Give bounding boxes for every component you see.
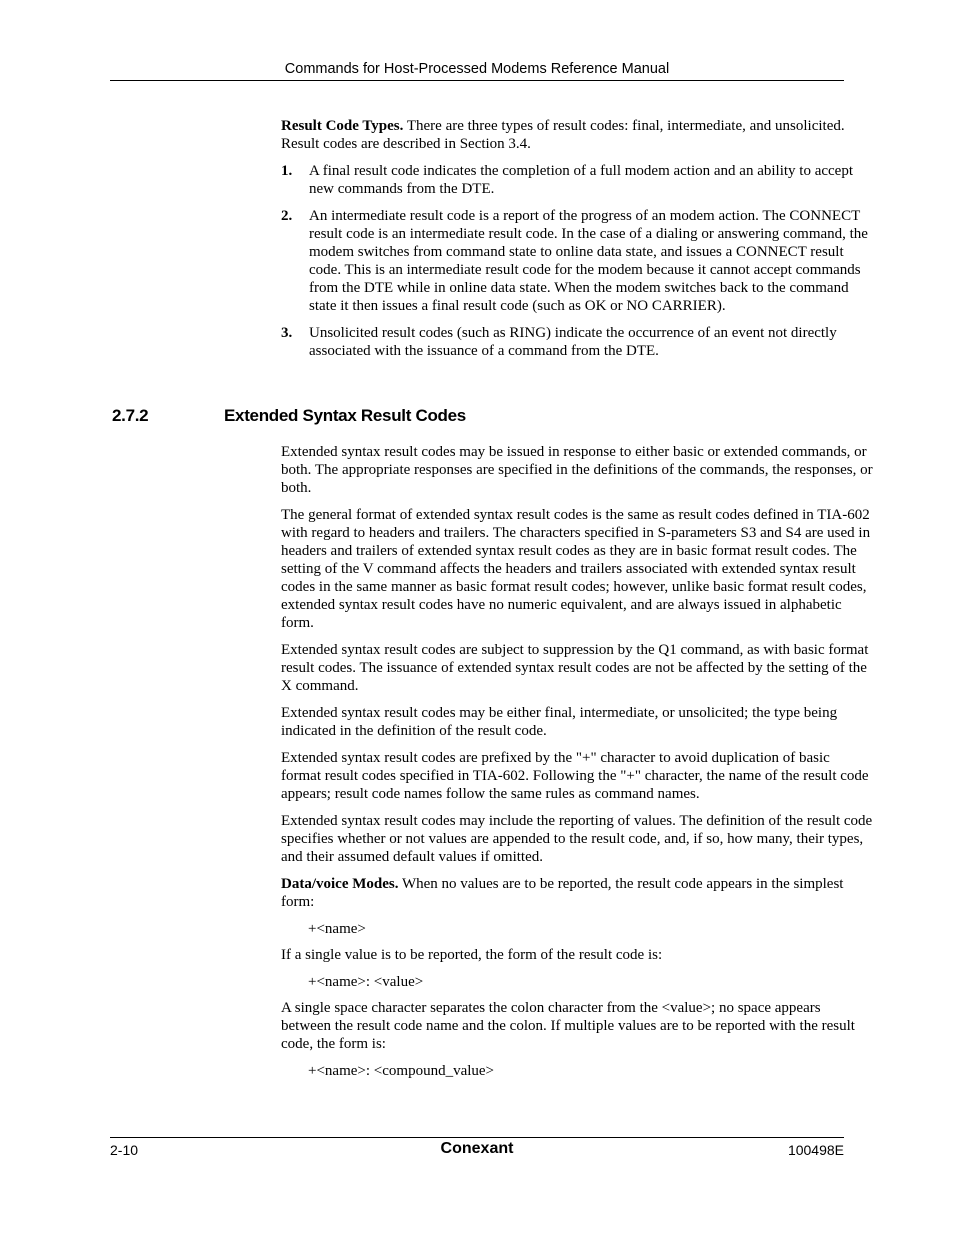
code-example-name: +<name>: [308, 921, 366, 937]
single-value-paragraph: If a single value is to be reported, the form of the result code is:: [281, 947, 663, 963]
result-code-types-list: [281, 162, 873, 360]
result-code-types-text: There are three types of result codes: final, intermediate, and unsolicited. Result codes are described in Section 3.4.: [281, 118, 845, 152]
code-example-value: +<name>: <value>: [308, 974, 424, 990]
data-voice-text: When no values are to be reported, the result code appears in the simplest form:: [281, 876, 844, 910]
result-code-types-paragraph: [281, 117, 873, 153]
list-item: [281, 324, 873, 360]
list-item-text: A final result code indicates the completion of a full modem action and an ability to accept new commands from the DTE.: [309, 163, 853, 197]
multi-value-paragraph: A single space character separates the colon character from the <value>; no space appears between the result code name and the colon. If multiple values are to be reported with the result code, the form is:: [281, 1000, 855, 1052]
body-paragraph: The general format of extended syntax result codes is the same as result codes defined in TIA-602 with regard to headers and trailers. The characters specified in S-parameters S3 and S4 are used in headers and trailers of extended syntax result codes as they are in basic format result codes. The setting of the V command affects the headers and trailers associated with extended syntax result codes in the same manner as basic format result codes; however, unlike basic format result codes, extended syntax result codes have no numeric equivalent, and are always issued in alphabetic form.: [281, 507, 871, 631]
list-item-text: An intermediate result code is a report of the progress of an modem action. The CONNECT result code is an intermediate result code. In the case of a dialing or answering command, the modem switches from command state to online data state, and issues a CONNECT result code. This is an intermediate result code for the modem because it cannot accept commands from the DTE while in online data state. When the modem switches back to the command state it then issues a final result code (such as OK or NO CARRIER).: [309, 208, 868, 314]
list-item-text: Unsolicited result codes (such as RING) indicate the occurrence of an event not directly associated with the issuance of a command from the DTE.: [309, 325, 837, 359]
body-paragraph: Extended syntax result codes are prefixed by the "+" character to avoid duplication of basic format result codes specified in TIA-602. Following the "+" character, the name of the result code appears; result code names follow the same rules as command names.: [281, 750, 869, 802]
footer-rule: [110, 1137, 844, 1138]
list-item: [281, 207, 873, 315]
result-code-types-block: [281, 117, 873, 369]
section-body: [281, 443, 873, 1088]
body-paragraph: Extended syntax result codes may include the reporting of values. The definition of the result code specifies whether or not values are appended to the result code, and, if so, how many, their types, and their assumed default values if omitted.: [281, 813, 873, 865]
document-number: 100498E: [787, 1142, 844, 1158]
result-code-types-lead: Result Code Types.: [281, 118, 404, 134]
data-voice-paragraph: [281, 875, 873, 911]
section-number: 2.7.2: [112, 406, 149, 425]
page-number: 2-10: [110, 1142, 139, 1158]
running-header-title: Commands for Host-Processed Modems Reference Manual: [284, 61, 670, 77]
data-voice-lead: Data/voice Modes.: [281, 876, 399, 892]
section-title: Extended Syntax Result Codes: [224, 406, 466, 425]
list-item-number: 3.: [281, 325, 293, 341]
code-example-compound: +<name>: <compound_value>: [308, 1063, 495, 1079]
list-item: [281, 162, 873, 198]
body-paragraph: Extended syntax result codes may be either final, intermediate, or unsolicited; the type being indicated in the definition of the result code.: [281, 705, 838, 739]
company-name: Conexant: [440, 1140, 514, 1157]
header-rule: [110, 80, 844, 81]
body-paragraph: Extended syntax result codes may be issued in response to either basic or extended commands, or both. The appropriate responses are specified in the definitions of the commands, the responses, or both.: [281, 444, 873, 496]
body-paragraph: Extended syntax result codes are subject to suppression by the Q1 command, as with basic format result codes. The issuance of extended syntax result codes are not be affected by the setting of the X command.: [281, 642, 869, 694]
list-item-number: 1.: [281, 163, 293, 179]
list-item-number: 2.: [281, 208, 293, 224]
